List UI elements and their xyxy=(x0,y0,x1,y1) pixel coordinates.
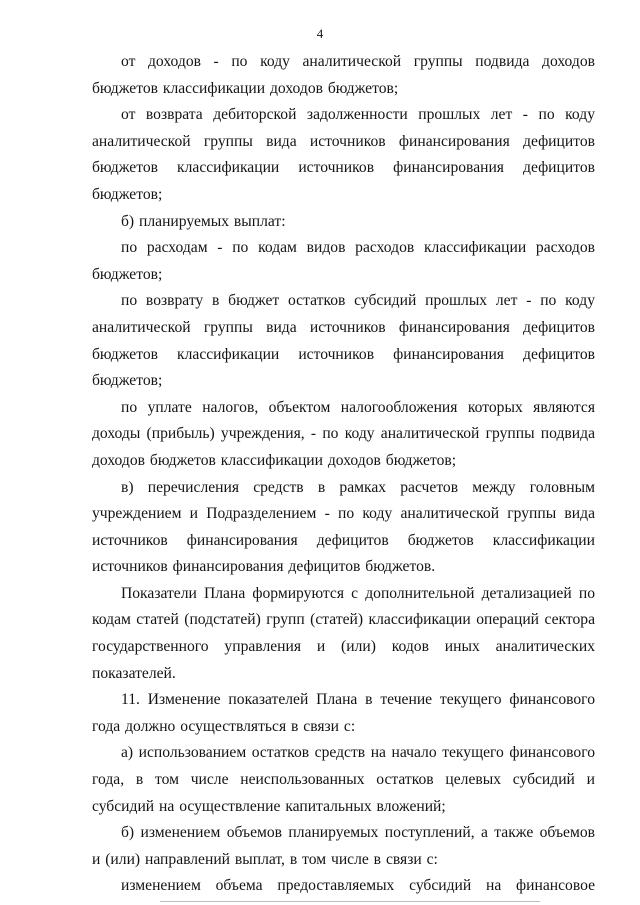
paragraph-planned-payments: б) планируемых выплат: xyxy=(121,212,286,230)
paragraph-item-11: 11. Изменение показателей Плана в течение текущего финансового года должно осуществляться в связи с: xyxy=(92,691,595,735)
paragraph-remaining-funds: а) использованием остатков средств на начало текущего финансового года, в том числе неиспользованных остатков целевых субсидий и субсидий на осуществление капитальных вложений; xyxy=(92,744,595,815)
paragraph-plan-indicators: Показатели Плана формируются с дополнительной детализацией по кодам статей (подстатей) групп (статей) классификации операций сектора государственного управления и (или) кодов иных аналитических показателей. xyxy=(92,584,595,682)
paragraph-expenses: по расходам - по кодам видов расходов классификации расходов бюджетов; xyxy=(92,239,595,283)
paragraph-subsidy-volume: изменением объема предоставляемых субсидий на финансовое xyxy=(121,877,595,895)
paragraph-tax-payments: по уплате налогов, объектом налогообложения которых являются доходы (прибыль) учреждения, - по коду аналитической группы подвида доходов бюджетов классификации доходов бюджетов; xyxy=(92,398,595,469)
paragraph-income-code: от доходов - по коду аналитической группы подвида доходов бюджетов классификации доходов бюджетов; xyxy=(92,53,595,97)
paragraph-volume-changes: б) изменением объемов планируемых поступлений, а также объемов и (или) направлений выплат, в том числе в связи с: xyxy=(92,824,595,868)
page-edge-divider xyxy=(160,901,540,902)
paragraph-transfers: в) перечисления средств в рамках расчетов между головным учреждением и Подразделением - по коду аналитической группы вида источников финансирования дефицитов бюджетов классификации источников финансирования дефицитов бюджетов. xyxy=(92,478,595,576)
paragraph-receivables-return: от возврата дебиторской задолженности прошлых лет - по коду аналитической группы вида источников финансирования дефицитов бюджетов классификации источников финансирования дефицитов бюджетов; xyxy=(92,106,595,203)
document-body xyxy=(92,49,595,900)
paragraph-subsidy-return: по возврату в бюджет остатков субсидий прошлых лет - по коду аналитической группы вида источников финансирования дефицитов бюджетов классификации источников финансирования дефицитов бюджетов; xyxy=(92,292,595,390)
page-number: 4 xyxy=(316,26,324,41)
